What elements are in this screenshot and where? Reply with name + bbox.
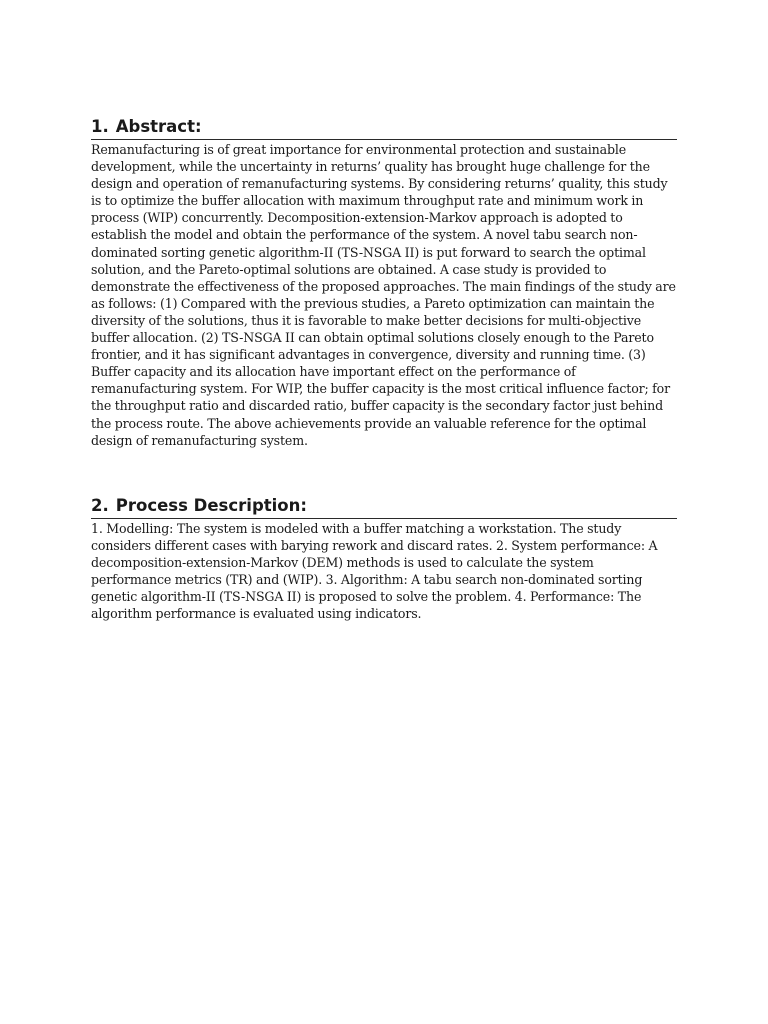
abstract-paragraph: Remanufacturing is of great importance for environmental protection and sustainable development, while the uncertainty in returns’ quality has brought huge challenge for the design and operation of remanufacturing systems. By considering returns’ quality, this study is to optimize the buffer allocation with maximum throughput rate and minimum work in process (WIP) concurrently. Decomposition-extension-Markov approach is adopted to establish the model and obtain the performance of the system. A novel tabu search non-dominated sorting genetic algorithm-II (TS-NSGA II) is put forward to search the optimal solution, and the Pareto-optimal solutions are obtained. A case study is provided to demonstrate the effectiveness of the proposed approaches. The main findings of the study are as follows: (1) Compared with the previous studies, a Pareto optimization can maintain the diversity of the solutions, thus it is favorable to make better decisions for multi-objective buffer allocation. (2) TS-NSGA II can obtain optimal solutions closely enough to the Pareto frontier, and it has significant advantages in convergence, diversity and running time. (3) Buffer capacity and its allocation have important effect on the performance of remanufacturing system. For WIP, the buffer capacity is the most critical influence factor; for the throughput ratio and discarded ratio, buffer capacity is the secondary factor just behind the process route. The above achievements provide an valuable reference for the optimal design of remanufacturing system. [91, 142, 676, 448]
process-description-section [91, 495, 677, 623]
document-page [91, 116, 677, 622]
abstract-heading [91, 116, 677, 140]
abstract-heading-title: Abstract: [115, 117, 202, 136]
abstract-heading-number: 1. [91, 117, 109, 136]
process-description-heading-title: Process Description: [115, 495, 307, 515]
process-description-paragraph: 1. Modelling: The system is modeled with a buffer matching a workstation. The study considers different cases with barying rework and discard rates. 2. System performance: A decomposition-extension-Markov (DEM) methods is used to calculate the system performance metrics (TR) and (WIP). 3. Algorithm: A tabu search non-dominated sorting genetic algorithm-II (TS-NSGA II) is proposed to solve the problem. 4. Performance: The algorithm performance is evaluated using indicators. [91, 520, 658, 622]
process-description-heading [91, 495, 677, 519]
abstract-section [91, 116, 677, 449]
process-description-heading-number: 2. [91, 495, 109, 515]
